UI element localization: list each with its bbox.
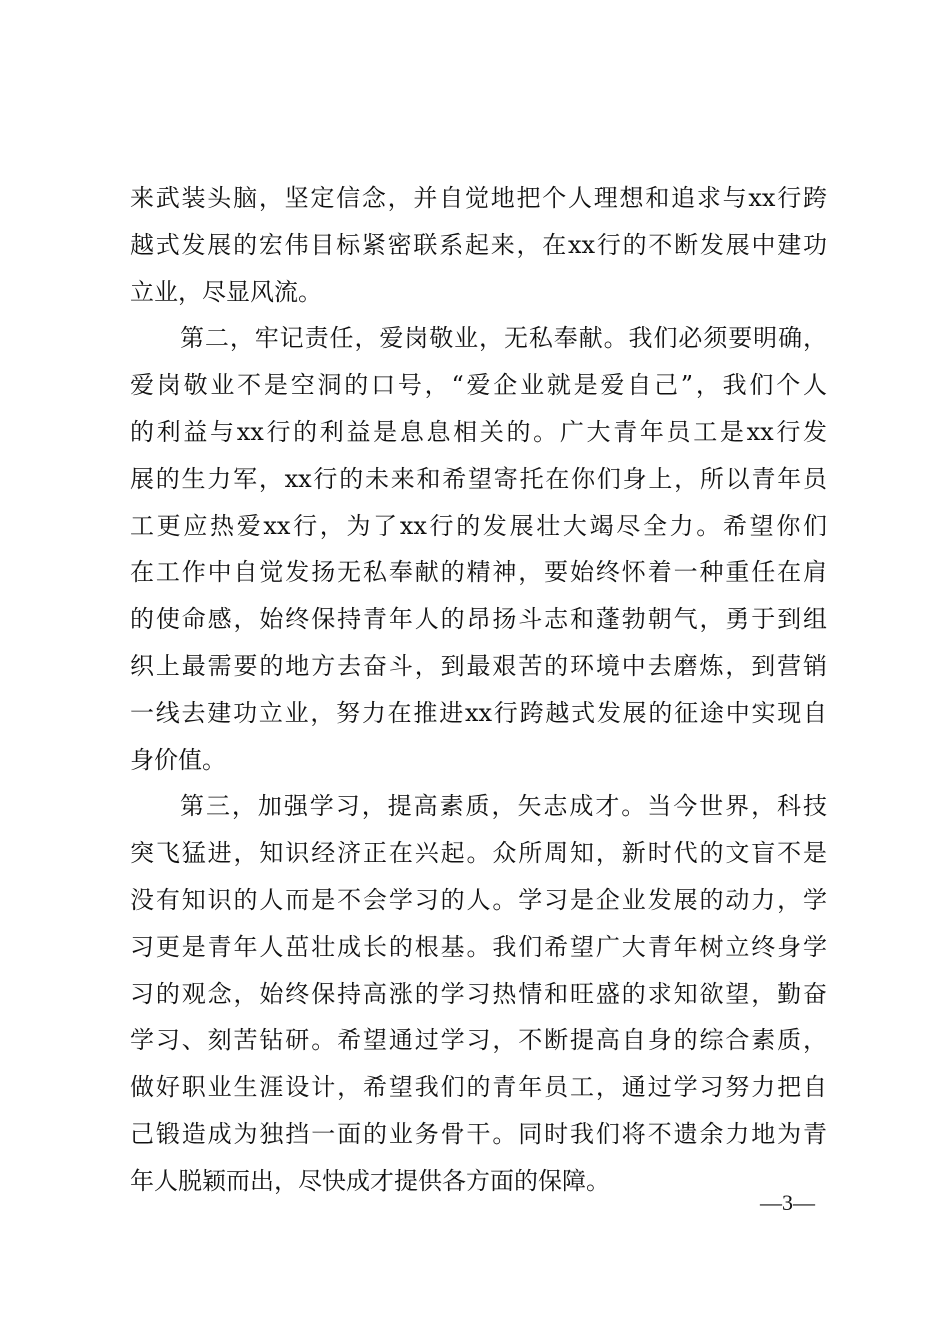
text-line: 的利益与xx行的利益是息息相关的。广大青年员工是xx行发 — [130, 417, 827, 446]
text-line: 学习、刻苦钻研。希望通过学习，不断提高自身的综合素质， — [130, 1026, 827, 1055]
paragraph-first-line: 第二，牢记责任，爱岗敬业，无私奉献。我们必须要明确， — [180, 324, 827, 353]
text-line: 工更应热爱xx行，为了xx行的发展壮大竭尽全力。希望你们 — [130, 511, 827, 540]
text-line: 突飞猛进，知识经济正在兴起。众所周知，新时代的文盲不是 — [130, 839, 827, 868]
text-line: 没有知识的人而是不会学习的人。学习是企业发展的动力，学 — [130, 885, 827, 914]
text-line: 习的观念，始终保持高涨的学习热情和旺盛的求知欲望，勤奋 — [130, 979, 827, 1008]
text-line: 做好职业生涯设计，希望我们的青年员工，通过学习努力把自 — [130, 1073, 827, 1102]
text-line: 爱岗敬业不是空洞的口号，“爱企业就是爱自己”，我们个人 — [130, 371, 827, 400]
text-line: 己锻造成为独挡一面的业务骨干。同时我们将不遗余力地为青 — [130, 1119, 827, 1148]
text-line: 在工作中自觉发扬无私奉献的精神，要始终怀着一种重任在肩 — [130, 558, 827, 587]
paragraph-first-line: 第三，加强学习，提高素质，矢志成才。当今世界，科技 — [180, 792, 827, 821]
text-line: 习更是青年人茁壮成长的根基。我们希望广大青年树立终身学 — [130, 932, 827, 961]
text-line: 来武装头脑，坚定信念，并自觉地把个人理想和追求与xx行跨 — [130, 184, 827, 212]
text-line: 织上最需要的地方去奋斗，到最艰苦的环境中去磨炼，到营销 — [130, 651, 827, 680]
text-line: 立业，尽显风流。 — [130, 277, 322, 306]
text-line: 一线去建功立业，努力在推进xx行跨越式发展的征途中实现自 — [130, 698, 827, 727]
text-line: 展的生力军，xx行的未来和希望寄托在你们身上，所以青年员 — [130, 464, 827, 493]
text-line: 身价值。 — [130, 745, 226, 774]
text-line: 的使命感，始终保持青年人的昂扬斗志和蓬勃朝气，勇于到组 — [130, 605, 827, 634]
body-text — [130, 175, 827, 1205]
text-line: 越式发展的宏伟目标紧密联系起来，在xx行的不断发展中建功 — [130, 230, 827, 259]
page-number: —3— — [760, 1190, 815, 1215]
text-line: 年人脱颖而出，尽快成才提供各方面的保障。 — [130, 1166, 610, 1195]
